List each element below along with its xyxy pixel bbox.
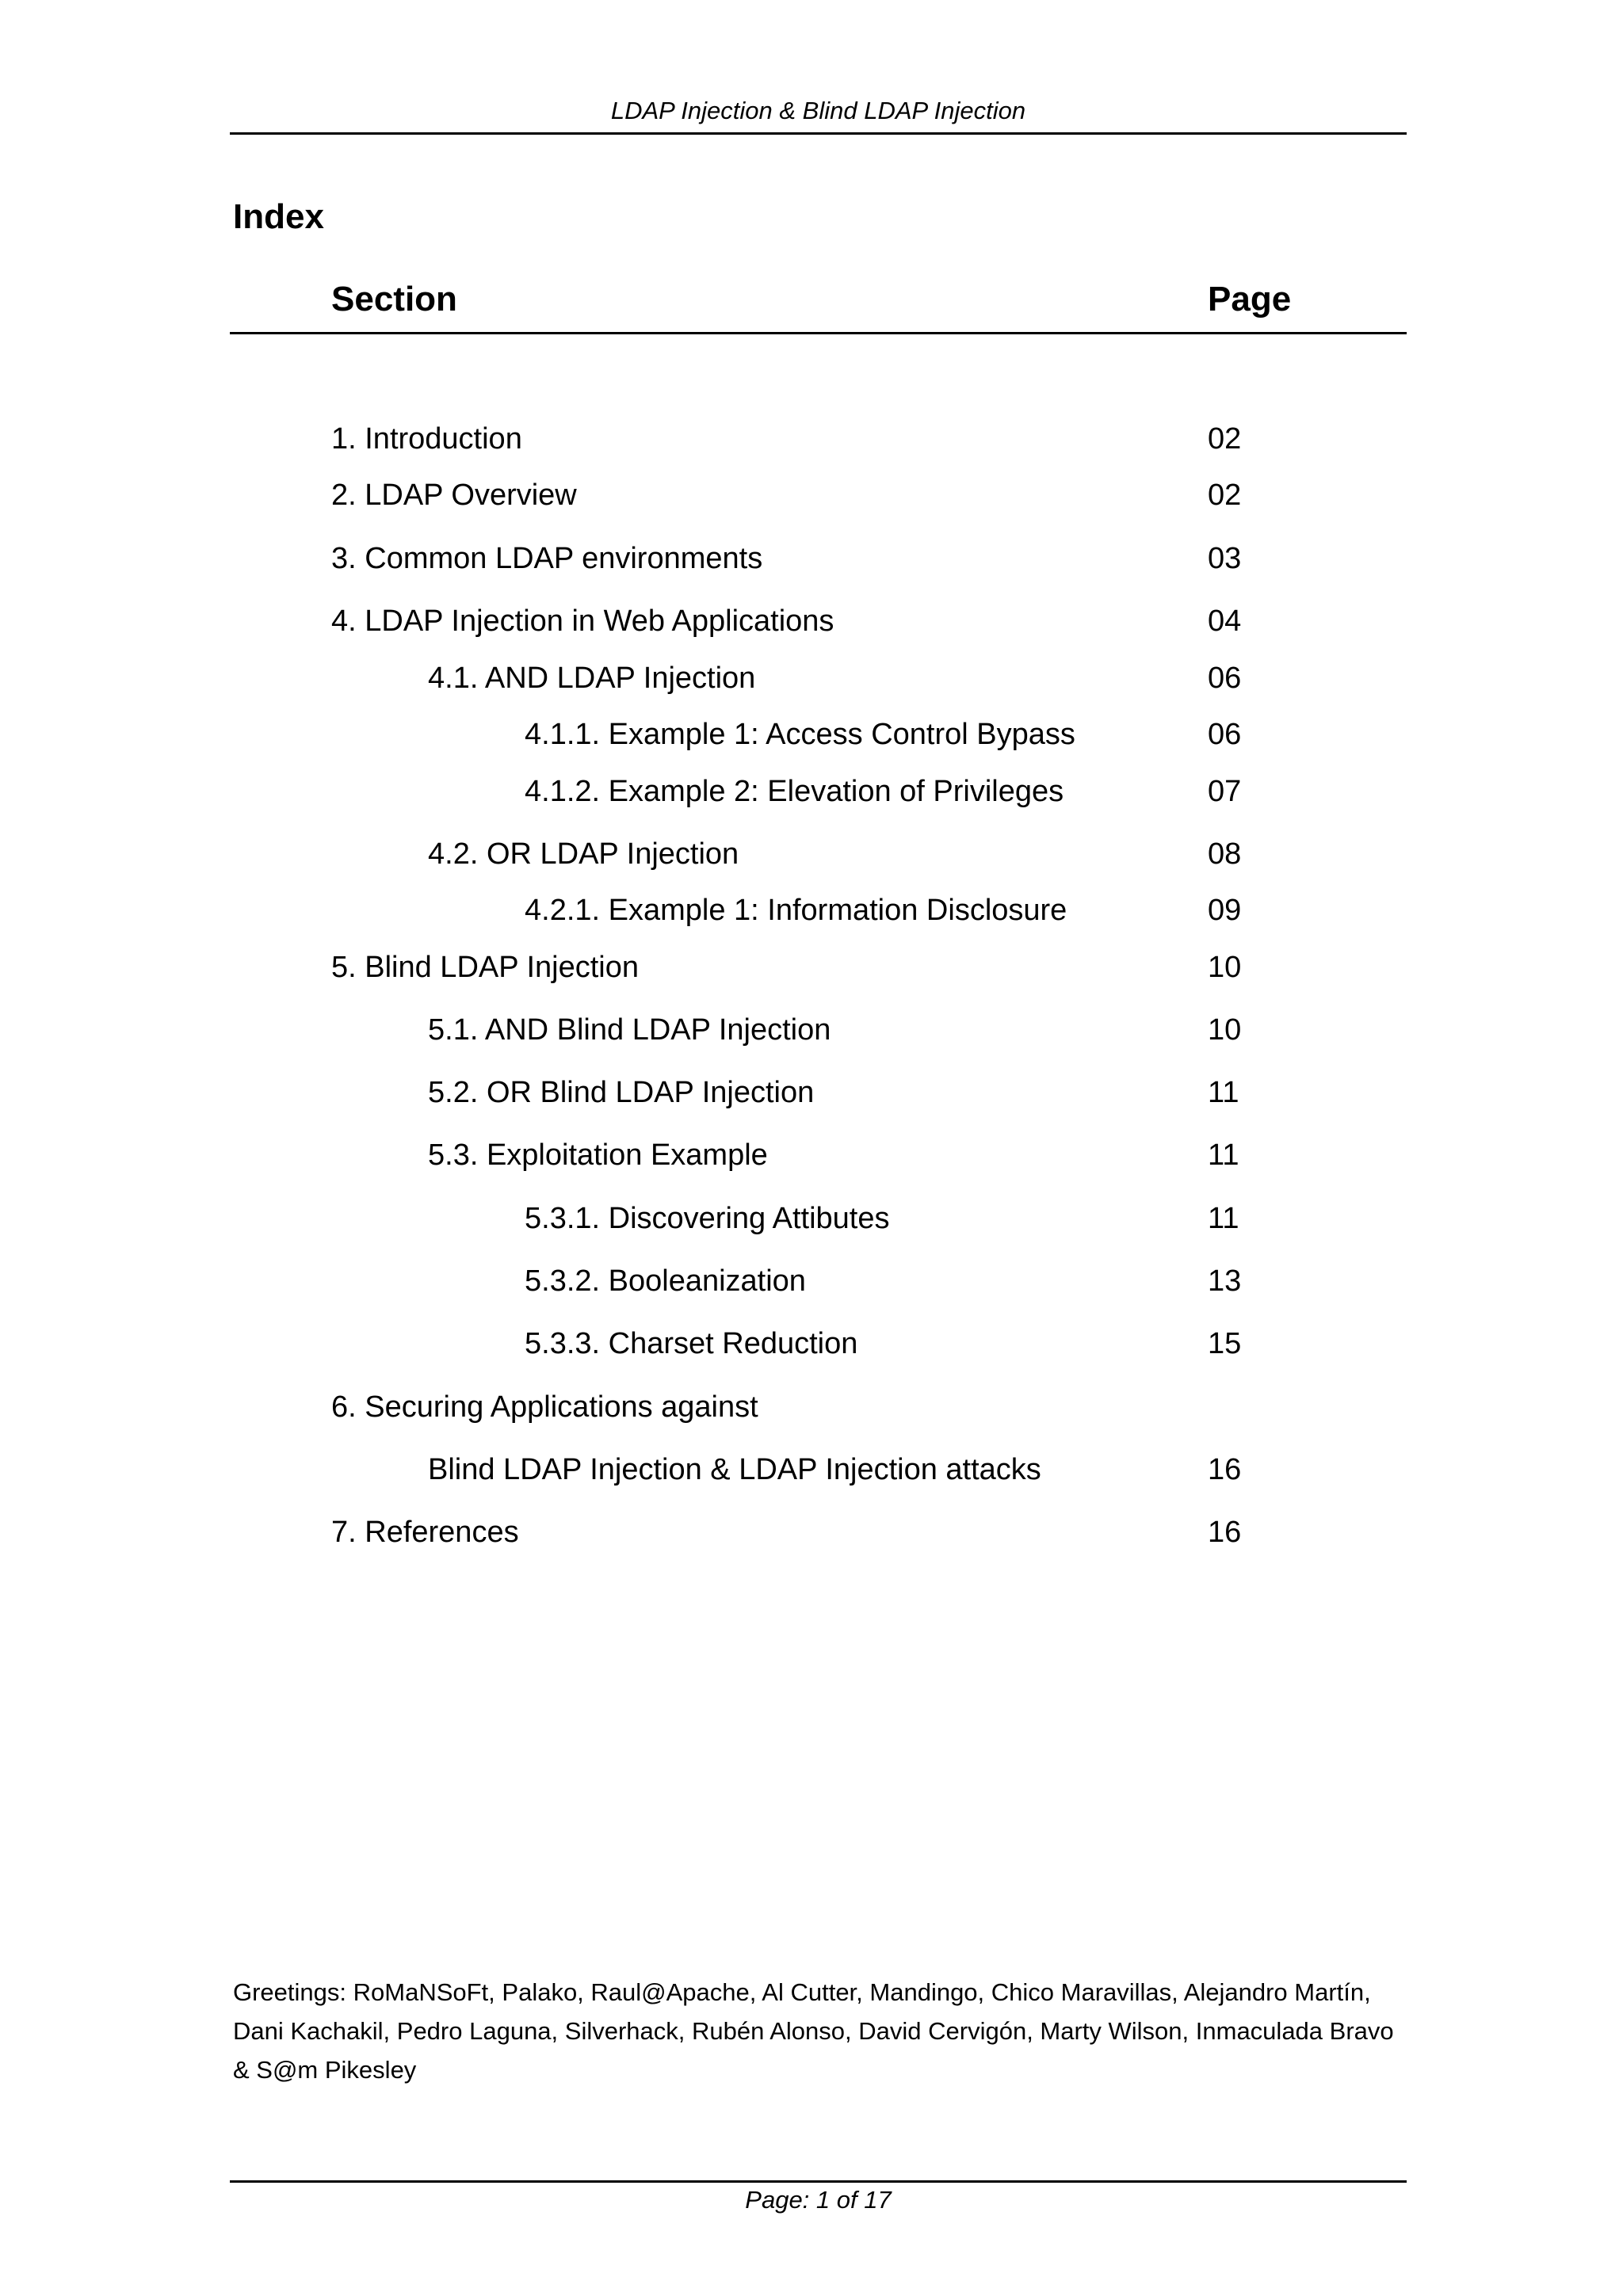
toc-entry-page: 11	[1208, 1202, 1239, 1235]
toc-entry	[0, 658, 1623, 698]
toc-entry-page: 02	[1208, 479, 1242, 512]
toc-entry	[0, 715, 1623, 754]
toc-entry-page: 02	[1208, 422, 1242, 456]
toc-entry-title: 1. Introduction	[331, 422, 522, 456]
toc-entry-title: 4.1.2. Example 2: Elevation of Privileges	[525, 775, 1064, 808]
toc-entry-title: 7. References	[331, 1516, 519, 1549]
page-column-header: Page	[1208, 280, 1292, 318]
toc-entry-title: 5.3.3. Charset Reduction	[525, 1327, 858, 1360]
greetings-text: Greetings: RoMaNSoFt, Palako, Raul@Apache, Al Cutter, Mandingo, Chico Maravillas, Alejandro Martín, Dani Kachakil, Pedro Laguna, Silverhack, Rubén Alonso, David Cervigón, Marty Wilson, Inmaculada Bravo & S@m Pikesley	[233, 1978, 1394, 2084]
toc-entry-page: 11	[1208, 1076, 1239, 1109]
toc-entry-title: 4.1. AND LDAP Injection	[428, 662, 756, 695]
footer-rule	[230, 2180, 1407, 2183]
toc-entry-page: 15	[1208, 1327, 1242, 1360]
toc-entry	[0, 1512, 1623, 1552]
section-column-header: Section	[331, 280, 457, 318]
page-number: Page: 1 of 17	[745, 2186, 892, 2214]
toc-entry	[0, 1199, 1623, 1238]
toc-entry-title: 4. LDAP Injection in Web Applications	[331, 605, 834, 638]
toc-entry-page: 08	[1208, 837, 1242, 871]
toc-entry-page: 16	[1208, 1516, 1242, 1549]
toc-entry-title: 5.3. Exploitation Example	[428, 1138, 768, 1172]
toc-entry	[0, 1324, 1623, 1363]
toc-entry-title: 4.2.1. Example 1: Information Disclosure	[525, 894, 1067, 927]
toc-entry	[0, 1261, 1623, 1301]
toc-entry-title: 2. LDAP Overview	[331, 479, 577, 512]
toc-entry-page: 10	[1208, 1013, 1242, 1047]
toc-entry-page: 04	[1208, 605, 1242, 638]
toc-entry-title: 5.1. AND Blind LDAP Injection	[428, 1013, 831, 1047]
index-heading: Index	[233, 197, 324, 236]
running-header: LDAP Injection & Blind LDAP Injection	[610, 97, 1026, 124]
toc-entry-title: 5. Blind LDAP Injection	[331, 951, 639, 984]
toc-entry-title: 4.2. OR LDAP Injection	[428, 837, 739, 871]
toc-entry-page: 06	[1208, 718, 1242, 751]
toc-entry-page: 13	[1208, 1264, 1242, 1298]
toc-entry-title: Blind LDAP Injection & LDAP Injection attacks	[428, 1453, 1041, 1486]
toc-entry-page: 11	[1208, 1138, 1239, 1172]
toc-entry-title: 5.3.1. Discovering Attibutes	[525, 1202, 890, 1235]
toc-entry	[0, 1010, 1623, 1050]
toc-entry	[0, 475, 1623, 515]
toc-entry	[0, 601, 1623, 641]
toc-entry	[0, 419, 1623, 459]
toc-entry	[0, 772, 1623, 811]
toc-entry	[0, 891, 1623, 930]
toc-entry	[0, 834, 1623, 874]
toc-entry	[0, 948, 1623, 987]
toc-entry-page: 07	[1208, 775, 1242, 808]
toc-entry-page: 06	[1208, 662, 1242, 695]
toc-entry-page: 16	[1208, 1453, 1242, 1486]
toc-entry-title: 3. Common LDAP environments	[331, 542, 763, 575]
toc-entry-page: 09	[1208, 894, 1242, 927]
toc-entry	[0, 539, 1623, 578]
toc-entry	[0, 1073, 1623, 1112]
toc-entry-title: 6. Securing Applications against	[331, 1390, 758, 1424]
toc-entry-page: 03	[1208, 542, 1242, 575]
toc-entry	[0, 1450, 1623, 1489]
toc-entry-page: 10	[1208, 951, 1242, 984]
toc-entry-title: 5.3.2. Booleanization	[525, 1264, 806, 1298]
toc-entry-title: 4.1.1. Example 1: Access Control Bypass	[525, 718, 1075, 751]
toc-entry	[0, 1135, 1623, 1175]
toc-entry-title: 5.2. OR Blind LDAP Injection	[428, 1076, 815, 1109]
toc-entry	[0, 1387, 1623, 1427]
